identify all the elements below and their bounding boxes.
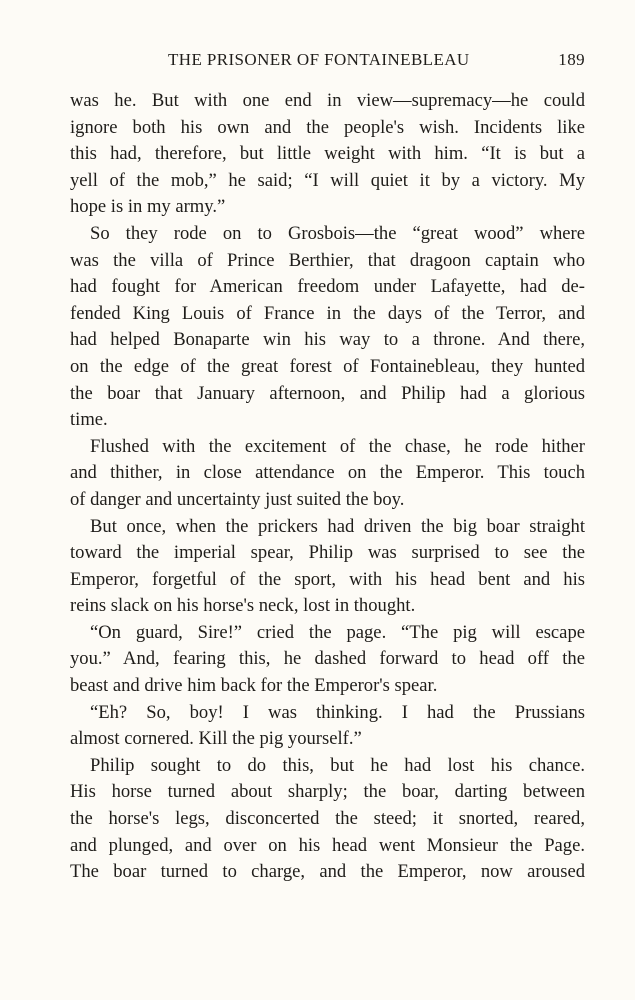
text-line: was the villa of Prince Berthier, that dragoon captain who <box>70 249 585 271</box>
text-line: reins slack on his horse's neck, lost in thought. <box>70 595 416 617</box>
text-line: yell of the mob,” he said; “I will quiet it by a victory. My <box>70 169 585 191</box>
text-line: beast and drive him back for the Emperor's spear. <box>70 675 438 697</box>
text-line: Flushed with the excitement of the chase, he rode hither <box>90 435 585 457</box>
text-line: had helped Bonaparte win his way to a throne. And there, <box>70 329 585 351</box>
running-title: THE PRISONER OF FONTAINEBLEAU <box>168 50 470 69</box>
text-line: and thither, in close attendance on the Emperor. This touch <box>70 462 585 484</box>
text-line: you.” And, fearing this, he dashed forward to head off the <box>70 648 585 670</box>
text-line: time. <box>70 409 108 431</box>
text-line: So they rode on to Grosbois—the “great wood” where <box>90 222 585 244</box>
text-line: His horse turned about sharply; the boar, darting between <box>70 781 585 803</box>
text-line: Emperor, forgetful of the sport, with his head bent and his <box>70 568 585 590</box>
text-line: But once, when the prickers had driven the big boar straight <box>90 515 585 537</box>
text-line: hope is in my army.” <box>70 196 226 218</box>
text-line: ignore both his own and the people's wish. Incidents like <box>70 116 585 138</box>
text-line: on the edge of the great forest of Fontainebleau, they hunted <box>70 355 585 377</box>
text-line: toward the imperial spear, Philip was surprised to see the <box>70 542 585 564</box>
text-line: was he. But with one end in view—supremacy—he could <box>70 90 585 111</box>
text-line: the horse's legs, disconcerted the steed; it snorted, reared, <box>70 808 585 830</box>
text-line: Philip sought to do this, but he had lost his chance. <box>90 754 585 776</box>
text-line: this had, therefore, but little weight with him. “It is but a <box>70 143 585 165</box>
text-line: “Eh? So, boy! I was thinking. I had the Prussians <box>90 701 585 723</box>
page-number: 189 <box>558 50 585 69</box>
text-line: almost cornered. Kill the pig yourself.” <box>70 728 362 750</box>
body-text <box>70 88 585 886</box>
text-line: of danger and uncertainty just suited the boy. <box>70 488 405 510</box>
text-line: and plunged, and over on his head went Monsieur the Page. <box>70 834 585 856</box>
text-line: The boar turned to charge, and the Emperor, now aroused <box>70 861 585 883</box>
text-line: “On guard, Sire!” cried the page. “The pig will escape <box>90 621 585 643</box>
text-line: the boar that January afternoon, and Philip had a glorious <box>70 382 585 404</box>
text-line: fended King Louis of France in the days of the Terror, and <box>70 302 585 324</box>
page-header <box>70 50 585 72</box>
text-line: had fought for American freedom under Lafayette, had de- <box>70 276 585 298</box>
